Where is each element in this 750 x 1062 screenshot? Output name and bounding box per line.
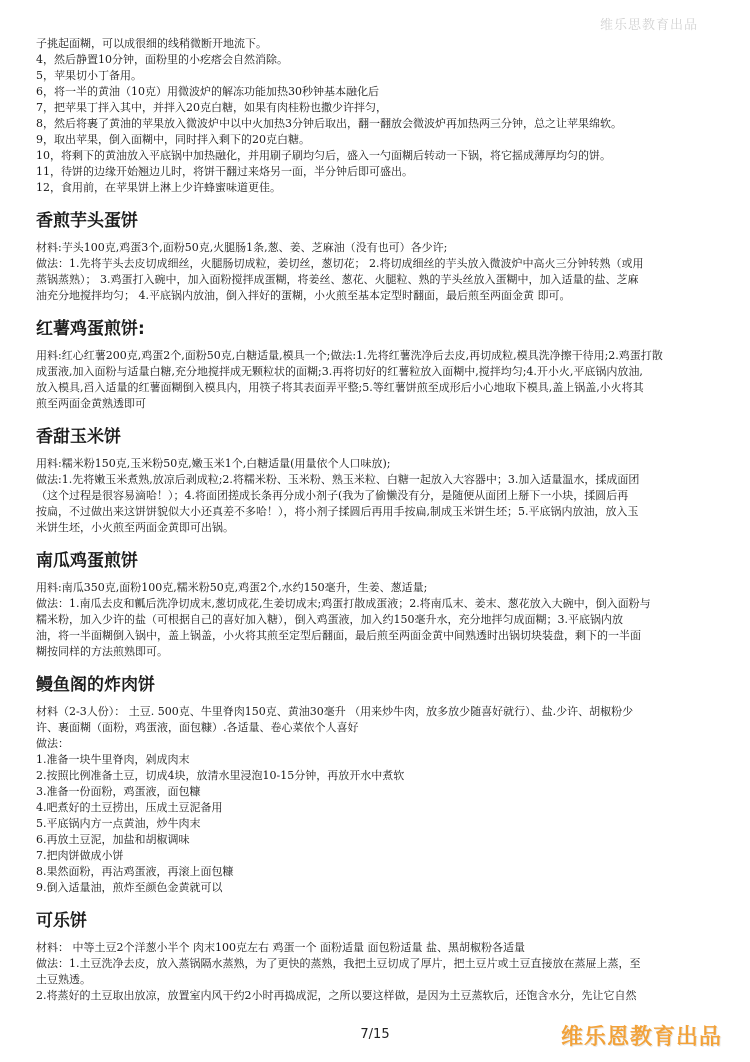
page-number: 7/15 [360,1027,390,1042]
section-line: 糯米粉，加入少许的盐（可根据自己的喜好加入糖），倒入鸡蛋液，加入约150毫升水，充分地拌匀成面糊；3.平底锅内放 [36,613,623,626]
section-line: 材料:芋头100克,鸡蛋3个,面粉50克,火腿肠1条,葱、姜、芝麻油（没有也可）各少许; [36,241,448,254]
recipe-section [36,550,716,660]
recipe-section [36,674,716,896]
section-line: 9.倒入适量油，煎炸至颜色金黄就可以 [36,881,223,894]
footer-logo: 维乐恩教育出品 [560,1025,722,1050]
section-line: 放入模具,舀入适量的红薯面糊倒入模具内，用筷子将其表面弄平整;5.等红薯饼煎至成形后小心地取下模具,盖上锅盖,小火将其 [36,381,644,394]
document-content [36,36,716,1004]
recipe-section [36,426,716,536]
section-line: 3.准备一份面粉，鸡蛋液，面包糠 [36,785,201,798]
section-title: 香煎芋头蛋饼 [36,211,138,231]
section-line: 材料： 中等土豆2个洋葱小半个 肉末100克左右 鸡蛋一个 面粉适量 面包粉适量 盐、黑胡椒粉各适量 [36,941,525,954]
section-line: 成蛋液,加入面粉与适量白糖,充分地搅拌成无颗粒状的面糊;3.再将切好的红薯粒放入面糊中,搅拌均匀;4.开小火,平底锅内放油, [36,365,643,378]
intro-line: 6，将一半的黄油（10克）用微波炉的解冻功能加热30秒钟基本融化后 [36,85,379,98]
section-line: 5.平底锅内方一点黄油，炒牛肉末 [36,817,201,830]
intro-line: 7，把苹果丁拌入其中，并拌入20克白糖，如果有肉桂粉也撒少许拌匀， [36,101,387,114]
section-line: 做法：1.南瓜去皮和瓤后洗净切成末,葱切成花,生姜切成末;鸡蛋打散成蛋液；2.将南瓜末、姜末、葱花放入大碗中，倒入面粉与 [36,597,651,610]
intro-line: 9，取出苹果，倒入面糊中，同时拌入剩下的20克白糖。 [36,133,310,146]
section-line: 用料:糯米粉150克,玉米粉50克,嫩玉米1个,白糖适量(用量依个人口味放); [36,457,391,470]
section-line: 蒸锅蒸熟）； 3.鸡蛋打入碗中，加入面粉搅拌成蛋糊，将姜丝、葱花、火腿粒、熟的芋头丝放入蛋糊中，加入适量的盐、芝麻 [36,273,639,286]
section-line: 1.准备一块牛里脊肉，剁成肉末 [36,753,190,766]
recipe-section [36,318,716,412]
section-line: 土豆熟透。 [36,973,91,986]
intro-line: 8，然后将裹了黄油的苹果放入微波炉中以中火加热3分钟后取出，翻一翻放会微波炉再加热两三分钟，总之让苹果绵软。 [36,117,622,130]
intro-line: 4，然后静置10分钟，面粉里的小疙瘩会自然消除。 [36,53,288,66]
section-line: 油，将一半面糊倒入锅中，盖上锅盖，小火将其煎至定型后翻面，最后煎至两面金黄中间熟透时出锅切块装盘，剩下的一半面 [36,629,641,642]
intro-line: 12，食用前，在苹果饼上淋上少许蜂蜜味道更佳。 [36,181,281,194]
section-line: 做法：1.土豆洗净去皮，放入蒸锅隔水蒸熟，为了更快的蒸熟，我把土豆切成了厚片，把土豆片或土豆直接放在蒸屉上蒸，至 [36,957,641,970]
section-title: 可乐饼 [36,911,87,931]
header-watermark: 维乐思教育出品 [599,18,698,33]
section-line: （这个过程是很容易滴哈！）；4.将面团搓成长条再分成小剂子(我为了偷懒没有分，是随便从面团上掰下一小块，揉圆后再 [36,489,629,502]
intro-line: 10，将剩下的黄油放入平底锅中加热融化，并用刷子刷均匀后，盛入一勺面糊后转动一下锅，将它摇成薄厚均匀的饼。 [36,149,611,162]
section-line: 2.将蒸好的土豆取出放凉，放置室内风干约2小时再捣成泥，之所以要这样做，是因为土豆蒸软后，还饱含水分，先让它自然 [36,989,637,1002]
section-line: 做法：1.先将芋头去皮切成细丝，火腿肠切成粒，姜切丝，葱切花； 2.将切成细丝的芋头放入微波炉中高火三分钟转熟（或用 [36,257,644,270]
section-line: 许、裹面糊（面粉，鸡蛋液，面包糠）.各适量、卷心菜依个人喜好 [36,721,359,734]
intro-line: 子挑起面糊，可以成很细的线稍微断开地流下。 [36,37,267,50]
section-line: 8.果然面粉，再沾鸡蛋液，再滚上面包糠 [36,865,234,878]
section-line: 材料（2-3人份）： 土豆. 500克、牛里脊肉150克、黄油30毫升 （用来炒牛肉，放多放少随喜好就行）、盐.少许、胡椒粉少 [36,705,634,718]
section-line: 油充分地搅拌均匀； 4.平底锅内放油，倒入拌好的蛋糊，小火煎至基本定型时翻面，最后煎至两面金黄 即可。 [36,289,571,302]
section-title: 红薯鸡蛋煎饼: [36,319,145,339]
recipe-section [36,210,716,304]
intro-steps [36,36,716,196]
recipe-sections [36,210,716,1004]
section-title: 香甜玉米饼 [36,427,121,447]
intro-line: 11，待饼的边缘开始翘边儿时，将饼干翻过来烙另一面，半分钟后即可盛出。 [36,165,413,178]
section-line: 用料:红心红薯200克,鸡蛋2个,面粉50克,白糖适量,模具一个;做法:1.先将红薯洗净后去皮,再切成粒,模具洗净擦干待用;2.鸡蛋打散 [36,349,663,362]
section-line: 按扁，不过做出来这饼饼貌似大小还真差不多哈！），将小剂子揉圆后再用手按扁,制成玉米饼生坯；5.平底锅内放油，放入玉 [36,505,639,518]
intro-line: 5，苹果切小丁备用。 [36,69,142,82]
section-line: 用料:南瓜350克,面粉100克,糯米粉50克,鸡蛋2个,水约150毫升，生姜、葱适量; [36,581,428,594]
section-line: 2.按照比例准备土豆，切成4块，放清水里浸泡10-15分钟，再放开水中煮软 [36,769,405,782]
section-line: 7.把肉饼做成小饼 [36,849,124,862]
section-title: 南瓜鸡蛋煎饼 [36,551,138,571]
section-line: 做法:1.先将嫩玉米煮熟,放凉后剥成粒;2.将糯米粉、玉米粉、熟玉米粒、白糖一起放入大容器中；3.加入适量温水，揉成面团 [36,473,640,486]
section-line: 米饼生坯，小火煎至两面金黄即可出锅。 [36,521,234,534]
section-title: 鳗鱼阁的炸肉饼 [36,675,155,695]
recipe-section [36,910,716,1004]
section-line: 做法： [36,737,69,750]
section-line: 煎至两面金黄熟透即可 [36,397,146,410]
section-line: 糊按同样的方法煎熟即可。 [36,645,168,658]
section-line: 6.再放土豆泥，加盐和胡椒调味 [36,833,190,846]
section-line: 4.吧煮好的土豆捞出，压成土豆泥备用 [36,801,223,814]
